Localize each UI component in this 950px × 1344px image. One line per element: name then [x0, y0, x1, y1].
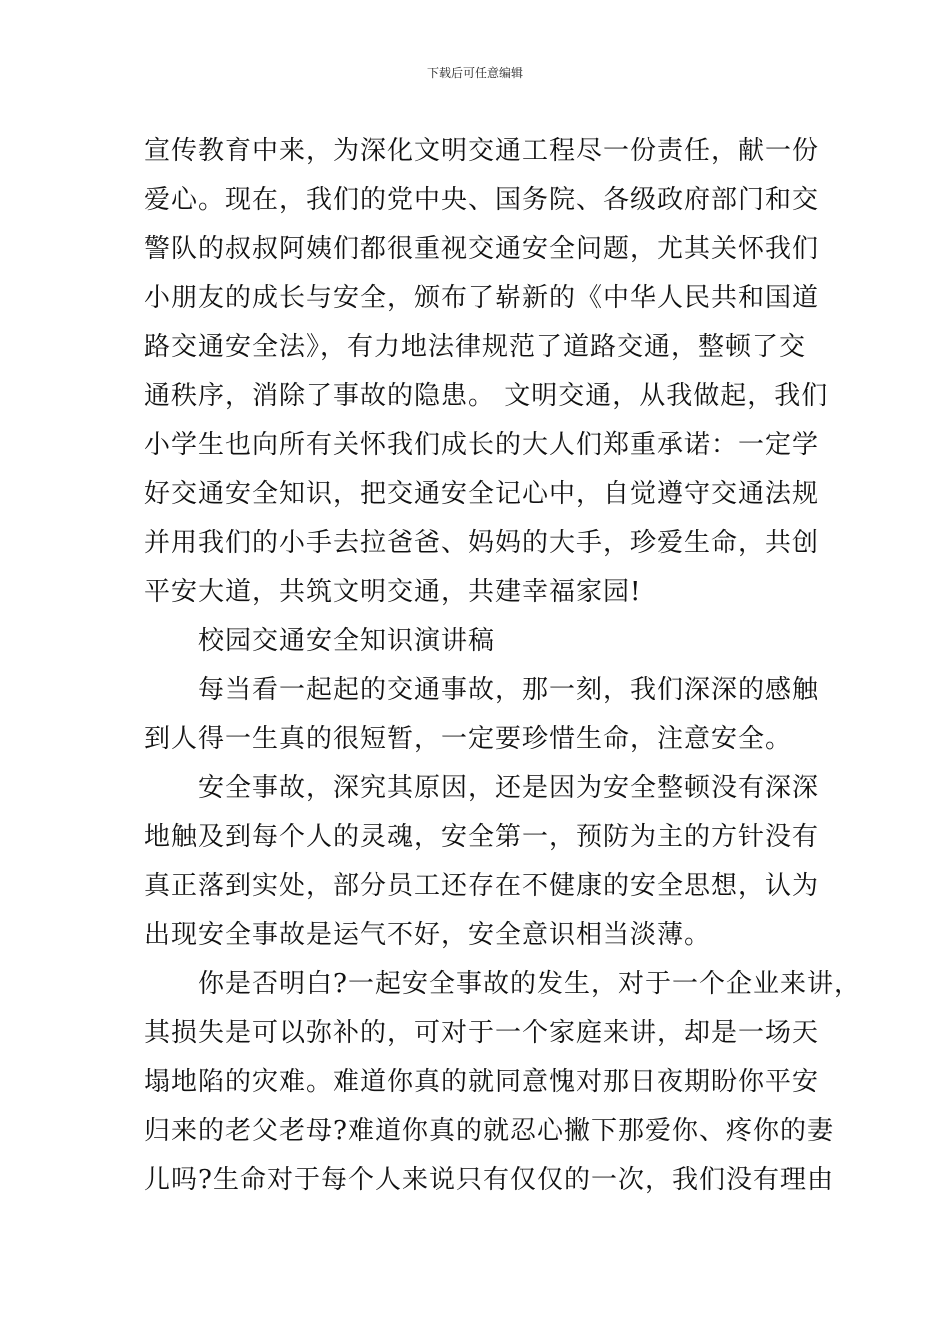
text-line: 小学生也向所有关怀我们成长的大人们郑重承诺：一定学 — [144, 430, 820, 460]
text-line: 宣传教育中来，为深化文明交通工程尽一份责任，献一份 — [144, 136, 820, 166]
text-line: 地触及到每个人的灵魂，安全第一，预防为主的方针没有 — [144, 822, 820, 852]
text-line: 爱心。现在，我们的党中央、国务院、各级政府部门和交 — [144, 185, 820, 215]
text-line: 平安大道，共筑文明交通，共建幸福家园! — [144, 577, 642, 607]
text-line: 归来的老父老母?难道你真的就忍心撇下那爱你、疼你的妻 — [144, 1116, 834, 1146]
text-line: 每当看一起起的交通事故，那一刻，我们深深的感触 — [198, 675, 820, 705]
text-line: 并用我们的小手去拉爸爸、妈妈的大手，珍爱生命，共创 — [144, 528, 820, 558]
text-line: 安全事故，深究其原因，还是因为安全整顿没有深深 — [198, 773, 820, 803]
text-line: 真正落到实处，部分员工还存在不健康的安全思想，认为 — [144, 871, 820, 901]
text-line: 出现安全事故是运气不好，安全意识相当淡薄。 — [144, 920, 712, 950]
text-line: 校园交通安全知识演讲稿 — [198, 626, 496, 656]
text-line: 通秩序，消除了事故的隐患。 文明交通，从我做起，我们 — [144, 381, 829, 411]
text-line: 塌地陷的灾难。难道你真的就同意愧对那日夜期盼你平安 — [144, 1067, 820, 1097]
text-line: 小朋友的成长与安全，颁布了崭新的《中华人民共和国道 — [144, 283, 820, 313]
text-line: 其损失是可以弥补的，可对于一个家庭来讲，却是一场天 — [144, 1018, 820, 1048]
text-line: 路交通安全法》，有力地法律规范了道路交通，整顿了交 — [144, 332, 807, 362]
text-line: 你是否明白?一起安全事故的发生，对于一个企业来讲， — [198, 969, 861, 999]
document-body — [144, 127, 861, 1205]
text-line: 到人得一生真的很短暂，一定要珍惜生命，注意安全。 — [144, 724, 793, 754]
text-line: 儿吗?生命对于每个人来说只有仅仅的一次，我们没有理由 — [144, 1165, 834, 1195]
page-header: 下载后可任意编辑 — [426, 66, 523, 80]
text-line: 好交通安全知识，把交通安全记心中，自觉遵守交通法规 — [144, 479, 820, 509]
text-line: 警队的叔叔阿姨们都很重视交通安全问题，尤其关怀我们 — [144, 234, 820, 264]
